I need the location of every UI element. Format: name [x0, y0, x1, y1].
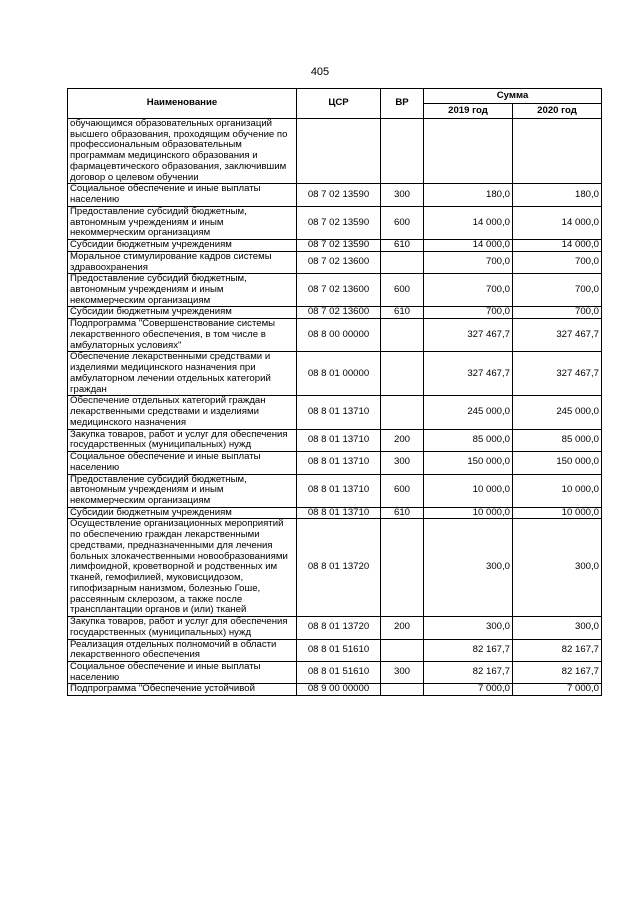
row-amount-2019: 180,0: [424, 184, 513, 206]
row-csr-code: 08 8 01 13710: [297, 474, 381, 507]
table-row: [68, 661, 602, 683]
table-row: [68, 119, 602, 184]
row-amount-2019: [424, 119, 513, 184]
row-amount-2019: 14 000,0: [424, 240, 513, 252]
table-row: [68, 274, 602, 307]
row-name: Осуществление организационных мероприятий по обеспечению граждан лекарственными средствами, предназначенными для лечения больных злокачественными новообразованиями лимфоидной, кроветворной и родственных им тканей, гемофилией, муковисцидозом, гипофизарным нанизмом, болезнью Гоше, рассеянным склерозом, а также после трансплантации органов и (или) тканей: [68, 519, 297, 617]
header-year-2020: 2020 год: [513, 104, 602, 119]
row-csr-code: 08 9 00 00000: [297, 684, 381, 696]
table-row: [68, 307, 602, 319]
row-amount-2020: 327 467,7: [513, 319, 602, 352]
row-amount-2019: 85 000,0: [424, 429, 513, 451]
row-csr-code: 08 8 01 13720: [297, 519, 381, 617]
row-amount-2019: 700,0: [424, 307, 513, 319]
row-amount-2019: 700,0: [424, 251, 513, 273]
row-name: Моральное стимулирование кадров системы здравоохранения: [68, 251, 297, 273]
row-vr-code: [381, 639, 424, 661]
row-csr-code: 08 7 02 13590: [297, 184, 381, 206]
row-vr-code: 300: [381, 452, 424, 474]
row-csr-code: 08 8 01 13710: [297, 396, 381, 429]
row-vr-code: 610: [381, 307, 424, 319]
table-row: [68, 396, 602, 429]
row-amount-2020: 14 000,0: [513, 206, 602, 239]
row-csr-code: 08 8 01 51610: [297, 661, 381, 683]
row-amount-2019: 82 167,7: [424, 661, 513, 683]
table-row: [68, 452, 602, 474]
row-amount-2019: 82 167,7: [424, 639, 513, 661]
table-row: [68, 617, 602, 639]
row-name: Предоставление субсидий бюджетным, автономным учреждениям и иным некоммерческим организациям: [68, 274, 297, 307]
row-vr-code: [381, 119, 424, 184]
table-row: [68, 429, 602, 451]
row-name: Субсидии бюджетным учреждениям: [68, 507, 297, 519]
row-amount-2020: 700,0: [513, 274, 602, 307]
row-amount-2020: 245 000,0: [513, 396, 602, 429]
row-amount-2019: 150 000,0: [424, 452, 513, 474]
table-body: [68, 119, 602, 696]
row-csr-code: 08 7 02 13600: [297, 274, 381, 307]
row-name: Социальное обеспечение и иные выплаты населению: [68, 661, 297, 683]
row-amount-2020: 85 000,0: [513, 429, 602, 451]
row-amount-2020: 82 167,7: [513, 639, 602, 661]
row-csr-code: 08 8 01 13720: [297, 617, 381, 639]
row-csr-code: 08 7 02 13600: [297, 307, 381, 319]
table-row: [68, 319, 602, 352]
row-name: Закупка товаров, работ и услуг для обеспечения государственных (муниципальных) нужд: [68, 617, 297, 639]
row-amount-2019: 327 467,7: [424, 352, 513, 396]
row-amount-2020: 150 000,0: [513, 452, 602, 474]
row-name: Предоставление субсидий бюджетным, автономным учреждениям и иным некоммерческим организациям: [68, 206, 297, 239]
row-amount-2020: 7 000,0: [513, 684, 602, 696]
row-amount-2020: 300,0: [513, 617, 602, 639]
row-vr-code: 610: [381, 507, 424, 519]
table-row: [68, 352, 602, 396]
row-vr-code: 200: [381, 429, 424, 451]
table-row: [68, 474, 602, 507]
table-row: [68, 206, 602, 239]
table-row: [68, 639, 602, 661]
row-amount-2020: 700,0: [513, 251, 602, 273]
row-amount-2019: 10 000,0: [424, 507, 513, 519]
table-row: [68, 507, 602, 519]
row-vr-code: [381, 251, 424, 273]
row-vr-code: [381, 519, 424, 617]
row-vr-code: 300: [381, 184, 424, 206]
table-row: [68, 240, 602, 252]
row-vr-code: 600: [381, 206, 424, 239]
row-name: Обеспечение отдельных категорий граждан лекарственными средствами и изделиями медицинского назначения: [68, 396, 297, 429]
table-header: [68, 89, 602, 119]
row-name: Закупка товаров, работ и услуг для обеспечения государственных (муниципальных) нужд: [68, 429, 297, 451]
row-amount-2019: 300,0: [424, 617, 513, 639]
row-name: Предоставление субсидий бюджетным, автономным учреждениям и иным некоммерческим организациям: [68, 474, 297, 507]
row-csr-code: 08 7 02 13590: [297, 240, 381, 252]
row-csr-code: 08 7 02 13600: [297, 251, 381, 273]
row-csr-code: 08 8 01 51610: [297, 639, 381, 661]
row-name: Подпрограмма "Совершенствование системы лекарственного обеспечения, в том числе в амбулаторных условиях": [68, 319, 297, 352]
row-name: Социальное обеспечение и иные выплаты населению: [68, 452, 297, 474]
row-amount-2019: 7 000,0: [424, 684, 513, 696]
header-csr: ЦСР: [297, 89, 381, 119]
row-amount-2020: 82 167,7: [513, 661, 602, 683]
row-vr-code: [381, 319, 424, 352]
row-csr-code: 08 8 01 13710: [297, 452, 381, 474]
row-amount-2019: 327 467,7: [424, 319, 513, 352]
table-row: [68, 251, 602, 273]
row-amount-2019: 245 000,0: [424, 396, 513, 429]
row-amount-2020: 180,0: [513, 184, 602, 206]
row-amount-2020: 700,0: [513, 307, 602, 319]
header-sum: Сумма: [424, 89, 602, 104]
row-name: Реализация отдельных полномочий в области лекарственного обеспечения: [68, 639, 297, 661]
row-csr-code: 08 8 01 13710: [297, 429, 381, 451]
row-amount-2020: [513, 119, 602, 184]
row-name: обучающимся образовательных организаций высшего образования, проходящим обучение по профессиональным образовательным программам медицинского образования и фармацевтического образования, заключившим договор о целевом обучении: [68, 119, 297, 184]
row-name: Субсидии бюджетным учреждениям: [68, 240, 297, 252]
header-year-2019: 2019 год: [424, 104, 513, 119]
row-vr-code: [381, 352, 424, 396]
row-name: Субсидии бюджетным учреждениям: [68, 307, 297, 319]
row-vr-code: 200: [381, 617, 424, 639]
header-vr: ВР: [381, 89, 424, 119]
table-row: [68, 519, 602, 617]
row-amount-2020: 327 467,7: [513, 352, 602, 396]
row-amount-2020: 300,0: [513, 519, 602, 617]
row-name: Социальное обеспечение и иные выплаты населению: [68, 184, 297, 206]
row-amount-2020: 10 000,0: [513, 474, 602, 507]
row-amount-2020: 14 000,0: [513, 240, 602, 252]
row-vr-code: [381, 684, 424, 696]
page-number: 405: [310, 66, 330, 78]
header-name: Наименование: [68, 89, 297, 119]
row-amount-2019: 14 000,0: [424, 206, 513, 239]
table-row: [68, 184, 602, 206]
row-name: Обеспечение лекарственными средствами и изделиями медицинского назначения при амбулаторном лечении отдельных категорий граждан: [68, 352, 297, 396]
row-vr-code: 300: [381, 661, 424, 683]
row-amount-2020: 10 000,0: [513, 507, 602, 519]
row-name: Подпрограмма "Обеспечение устойчивой: [68, 684, 297, 696]
row-vr-code: 610: [381, 240, 424, 252]
row-amount-2019: 700,0: [424, 274, 513, 307]
row-csr-code: 08 8 01 13710: [297, 507, 381, 519]
row-csr-code: 08 8 00 00000: [297, 319, 381, 352]
row-amount-2019: 10 000,0: [424, 474, 513, 507]
row-csr-code: 08 8 01 00000: [297, 352, 381, 396]
row-amount-2019: 300,0: [424, 519, 513, 617]
row-csr-code: 08 7 02 13590: [297, 206, 381, 239]
row-vr-code: [381, 396, 424, 429]
row-csr-code: [297, 119, 381, 184]
row-vr-code: 600: [381, 474, 424, 507]
table-row: [68, 684, 602, 696]
budget-table: [67, 88, 602, 696]
row-vr-code: 600: [381, 274, 424, 307]
